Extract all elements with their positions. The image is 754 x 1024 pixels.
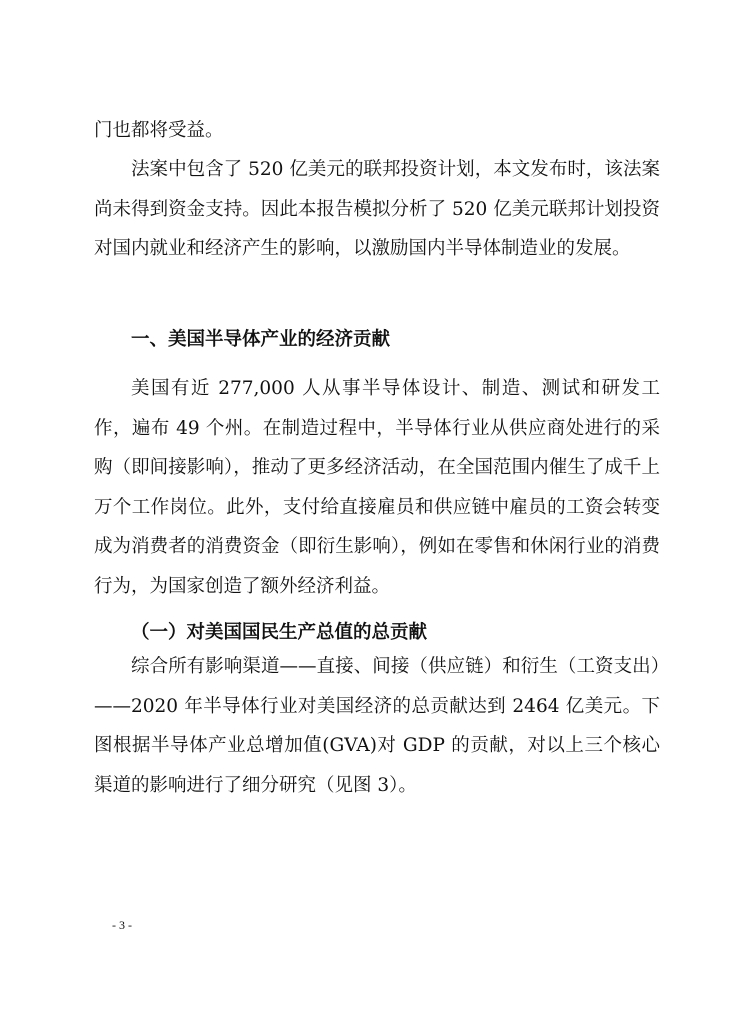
subsection-heading: （一）对美国国民生产总值的总贡献 <box>131 622 428 643</box>
paragraph-gdp-contribution: 综合所有影响渠道——直接、间接（供应链）和衍生（工资支出）——2020 年半导体行业对美国经济的总贡献达到 2464 亿美元。下图根据半导体产业总增加值(GVA)对 GDP 的贡献，对以上三个核心渠道的影响进行了细分研究（见图 3）。 <box>94 656 660 796</box>
paragraph-federal-investment: 法案中包含了 520 亿美元的联邦投资计划，本文发布时，该法案尚未得到资金支持。因此本报告模拟分析了 520 亿美元联邦计划投资对国内就业和经济产生的影响，以激励国内半导体制造业的发展。 <box>94 159 660 259</box>
page-number: - 3 - <box>112 918 132 932</box>
paragraph-employment: 美国有近 277,000 人从事半导体设计、制造、测试和研发工作，遍布 49 个州。在制造过程中，半导体行业从供应商处进行的采购（即间接影响），推动了更多经济活动，在全国范围内催生了成千上万个工作岗位。此外，支付给直接雇员和供应链中雇员的工资会转变成为消费者的消费资金（即衍生影响），例如在零售和休闲行业的消费行为，为国家创造了额外经济利益。 <box>94 378 660 597</box>
continuation-text: 门也都将受益。 <box>94 120 224 141</box>
section-heading: 一、美国半导体产业的经济贡献 <box>131 329 391 350</box>
